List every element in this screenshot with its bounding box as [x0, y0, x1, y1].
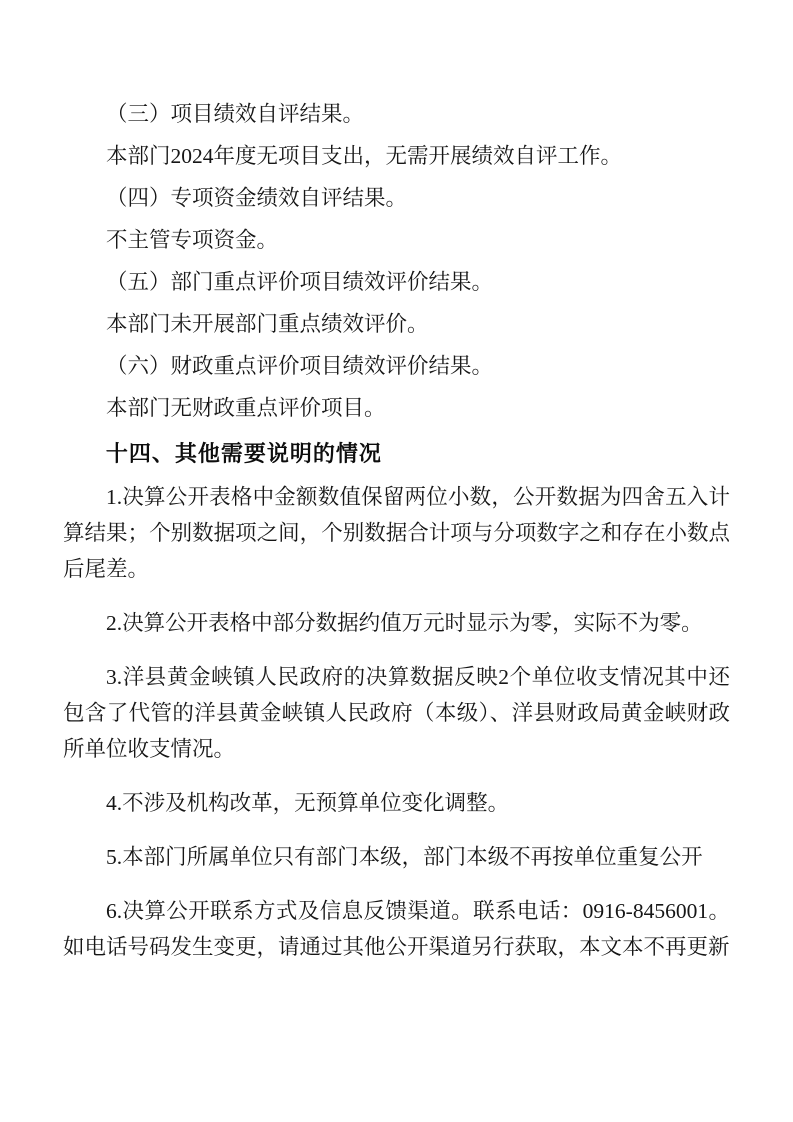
paragraph-subsection-6-title: （六）财政重点评价项目绩效评价结果。: [106, 354, 494, 378]
paragraph-subsection-3-body: 本部门2024年度无项目支出，无需开展绩效自评工作。: [106, 144, 623, 168]
paragraph-subsection-4-body: 不主管专项资金。: [106, 228, 279, 252]
paragraph-subsection-6-body: 本部门无财政重点评价项目。: [106, 396, 386, 420]
paragraph-subsection-5-body: 本部门未开展部门重点绩效评价。: [106, 312, 429, 336]
note-item-4: 4.不涉及机构改革，无预算单位变化调整。: [106, 791, 510, 815]
other-notes-section: [63, 479, 730, 965]
paragraph-subsection-5-title: （五）部门重点评价项目绩效评价结果。: [106, 270, 494, 294]
note-item-2: 2.决算公开表格中部分数据约值万元时显示为零，实际不为零。: [106, 611, 703, 635]
paragraph-subsection-3-title: （三）项目绩效自评结果。: [106, 102, 365, 126]
note-item-1: 1.决算公开表格中金额数值保留两位小数，公开数据为四舍五入计算结果；个别数据项之间，个别数据合计项与分项数字之和存在小数点后尾差。: [63, 485, 730, 581]
performance-results-section: [63, 93, 730, 429]
section-heading-14: 十四、其他需要说明的情况: [105, 441, 382, 466]
note-item-6: 6.决算公开联系方式及信息反馈渠道。联系电话：0916-8456001。如电话号码发生变更，请通过其他公开渠道另行获取，本文本不再更新: [63, 899, 730, 959]
paragraph-subsection-4-title: （四）专项资金绩效自评结果。: [106, 186, 408, 210]
note-item-3: 3.洋县黄金峡镇人民政府的决算数据反映2个单位收支情况其中还包含了代管的洋县黄金峡镇人民政府（本级）、洋县财政局黄金峡财政所单位收支情况。: [63, 665, 730, 761]
note-item-5: 5.本部门所属单位只有部门本级，部门本级不再按单位重复公开: [106, 845, 703, 869]
